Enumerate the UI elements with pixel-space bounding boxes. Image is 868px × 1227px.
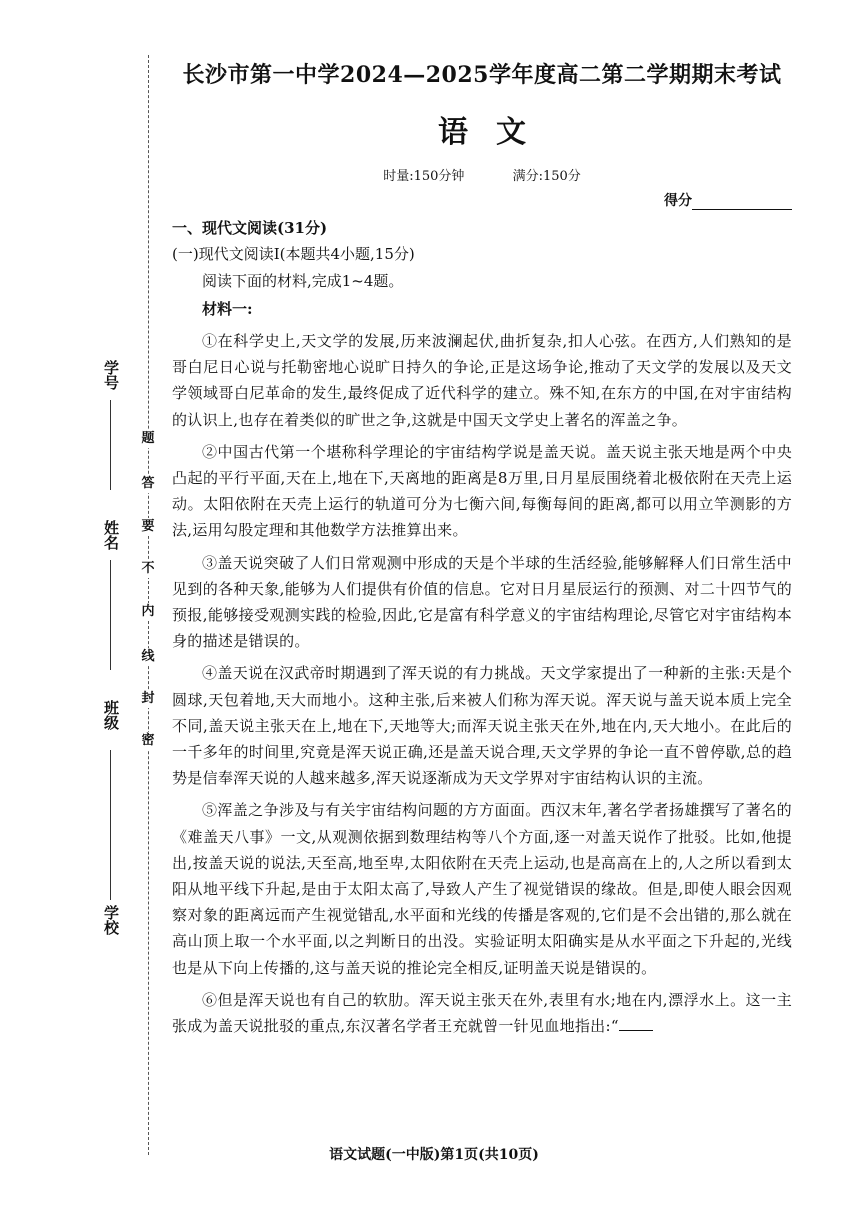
seal-char: 线 <box>139 648 157 666</box>
page-footer: 语文试题(一中版)第1页(共10页) <box>329 1147 539 1163</box>
seal-char: 题 <box>139 430 157 448</box>
paragraph <box>172 987 792 1039</box>
paragraph: ④盖天说在汉武帝时期遇到了浑天说的有力挑战。天文学家提出了一种新的主张:天是个圆球,天包着地,天大而地小。这种主张,后来被人们称为浑天说。浑天说与盖天说本质上完全不同,盖天说主张天在上,地在下,天地等大;而浑天说主张天在外,地在内,天大地小。在此后的一千多年的时间里,究竟是浑天说正确,还是盖天说合理,天文学界的争论一直不曾停歇,总的趋势是信奉浑天说的人越来越多,浑天说逐渐成为天文学界对宇宙结构认识的主流。 <box>172 664 792 788</box>
seal-char: 答 <box>139 475 157 493</box>
full-score: 满分:150分 <box>512 169 581 184</box>
score-field <box>172 190 792 210</box>
field-label-class: 班级 <box>102 700 120 730</box>
subsection-heading: (一)现代文阅读Ⅰ(本题共4小题,15分) <box>172 245 415 263</box>
field-blank-class <box>110 750 111 900</box>
seal-char: 不 <box>139 560 157 578</box>
exam-title: 长沙市第一中学2024—2025学年度高二第二学期期末考试 <box>182 62 782 88</box>
score-blank <box>692 195 792 210</box>
field-label-student-id: 学号 <box>102 360 120 390</box>
reading-instruction: 阅读下面的材料,完成1~4题。 <box>202 272 404 290</box>
field-label-name: 姓名 <box>102 520 120 550</box>
seal-char: 要 <box>139 518 157 536</box>
paragraph: ②中国古代第一个堪称科学理论的宇宙结构学说是盖天说。盖天说主张天地是两个中央凸起的平行平面,天在上,地在下,天离地的距离是8万里,日月星辰围绕着北极依附在天壳上运动。太阳依附在天壳上运行的轨道可分为七衡六间,每衡每间的距离,都可以用立竿测影的方法,运用勾股定理和其他数学方法推算出来。 <box>172 442 792 540</box>
binding-margin <box>0 0 170 1227</box>
paragraph: ⑤浑盖之争涉及与有关宇宙结构问题的方方面面。西汉末年,著名学者扬雄撰写了著名的《难盖天八事》一文,从观测依据到数理结构等八个方面,逐一对盖天说作了批驳。比如,他提出,按盖天说的说法,天至高,地至卑,太阳依附在天壳上运动,也是高高在上的,人之所以看到太阳从地平线下升起,是由于太阳太高了,导致人产生了视觉错误的缘故。但是,即使人眼会因观察对象的距离远而产生视觉错乱,水平面和光线的传播是客观的,它们是不会出错的,那么就在高山顶上取一个水平面,以之判断日的出没。实验证明太阳确实是从水平面之下升起的,光线也是从下向上传播的,这与盖天说的推论完全相反,证明盖天说是错误的。 <box>172 801 792 977</box>
field-blank-name <box>110 560 111 670</box>
time-limit: 时量:150分钟 <box>383 169 465 184</box>
section-heading: 一、现代文阅读(31分) <box>172 219 328 237</box>
field-blank-student-id <box>110 400 111 490</box>
exam-page <box>172 50 792 1039</box>
exam-meta <box>172 165 792 184</box>
score-label: 得分 <box>664 193 692 209</box>
paragraph: ①在科学史上,天文学的发展,历来波澜起伏,曲折复杂,扣人心弦。在西方,人们熟知的是哥白尼日心说与托勒密地心说旷日持久的争论,正是这场争论,推动了天文学的发展以及天文学领域哥白尼革命的发生,最终促成了近代科学的建立。殊不知,在东方的中国,在对宇宙结构的认识上,也存在着类似的旷世之争,这就是中国天文学史上著名的浑盖之争。 <box>172 332 792 429</box>
seal-char: 密 <box>139 732 157 750</box>
paragraph-text: ⑥但是浑天说也有自己的软肋。浑天说主张天在外,表里有水;地在内,漂浮水上。这一主张成为盖天说批驳的重点,东汉著名学者王充就曾一针见血地指出:“ <box>172 990 792 1036</box>
seal-char: 封 <box>139 690 157 708</box>
seal-char: 内 <box>139 603 157 621</box>
continuation-line <box>619 1018 653 1031</box>
paragraph: ③盖天说突破了人们日常观测中形成的天是个半球的生活经验,能够解释人们日常生活中见到的各种天象,能够为人们提供有价值的信息。它对日月星辰运行的预测、对二十四节气的预报,能够接受观测实践的检验,因此,它是富有科学意义的宇宙结构理论,尽管它对宇宙结构本身的描述是错误的。 <box>172 553 792 651</box>
subject-title: 语文 <box>438 115 554 150</box>
field-label-school: 学校 <box>102 905 120 935</box>
material-label: 材料一: <box>202 300 253 318</box>
